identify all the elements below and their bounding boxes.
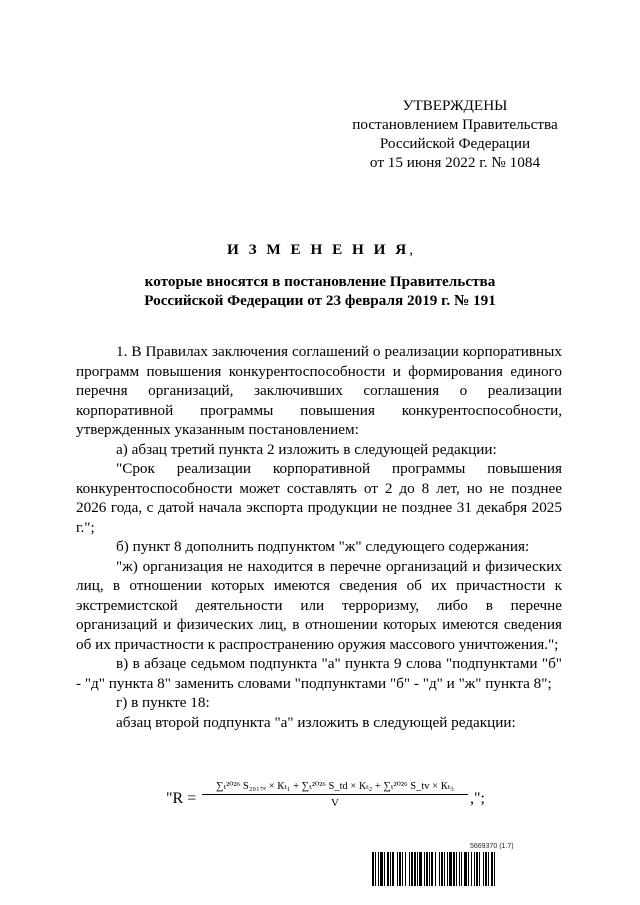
fraction-bar — [202, 794, 468, 795]
title-word: И З М Е Н Е Н И Я — [226, 241, 410, 258]
paragraph-g: г) в пункте 18: — [116, 694, 210, 711]
paragraph-b: б) пункт 8 дополнить подпунктом "ж" следующего содержания: — [116, 538, 530, 555]
title-comma: , — [409, 241, 413, 258]
formula-lhs: "R = — [166, 790, 197, 807]
title-line-3: Российской Федерации от 23 февраля 2019 г. № 191 — [144, 292, 496, 309]
approval-line-3: от 15 июня 2022 г. № 1084 — [369, 154, 541, 171]
document-title — [70, 240, 570, 310]
paragraph-v: в) в абзаце седьмом подпункта "а" пункта 9 слова "подпунктами "б" - "д" пункта 8" заменить словами "подпунктами "б" - "д" и "ж" пункта 8"; — [76, 655, 562, 692]
document-body — [76, 342, 562, 732]
paragraph-b-quote: "ж) организация не находится в перечне организаций и физических лиц, в отношении которых имеются сведения об их причастности к экстремистской деятельности или терроризму, либо в перечне организаций и физических лиц, в отношении которых имеются сведения об их причастности к распространению оружия массового уничтожения."; — [76, 557, 562, 653]
formula-tail: ,"; — [470, 790, 485, 807]
approval-block — [350, 96, 560, 172]
barcode — [372, 852, 562, 886]
formula-block — [166, 778, 486, 822]
approval-heading: УТВЕРЖДЕНЫ — [402, 97, 508, 114]
formula-fraction — [202, 780, 468, 809]
formula-denominator: V — [331, 797, 339, 809]
paragraph-a-quote: "Срок реализации корпоративной программы повышения конкурентоспособности может составлять от 2 до 8 лет, но не позднее 2026 года, с датой начала экспорта продукции не позднее 31 декабря 2025 г."; — [76, 460, 562, 536]
document-code: 5669370 (1.7) — [470, 843, 514, 850]
paragraph-g-text: абзац второй подпункта "а" изложить в следующей редакции: — [116, 713, 516, 731]
title-line-2: которые вносятся в постановление Правительства — [144, 273, 496, 290]
paragraph-a: а) абзац третий пункта 2 изложить в следующей редакции: — [116, 440, 497, 458]
approval-line-2: Российской Федерации — [379, 135, 531, 152]
paragraph-1: 1. В Правилах заключения соглашений о реализации корпоративных программ повышения конкурентоспособности и формирования единого перечня организаций, заключивших соглашения о реализации корпоративной программы повышения конкурентоспособности, утвержденных указанным постановлением: — [76, 343, 562, 438]
approval-line-1: постановлением Правительства — [352, 116, 558, 133]
formula-numerator: ∑ₜ²⁰²⁶ S₂₀₁₇ₑ × Кₜ₁ + ∑ₜ²⁰²⁶ S_td × Кₜ₂ + ∑ₜ²⁰²⁶ S_tv × Кₜ₃ — [216, 781, 454, 792]
